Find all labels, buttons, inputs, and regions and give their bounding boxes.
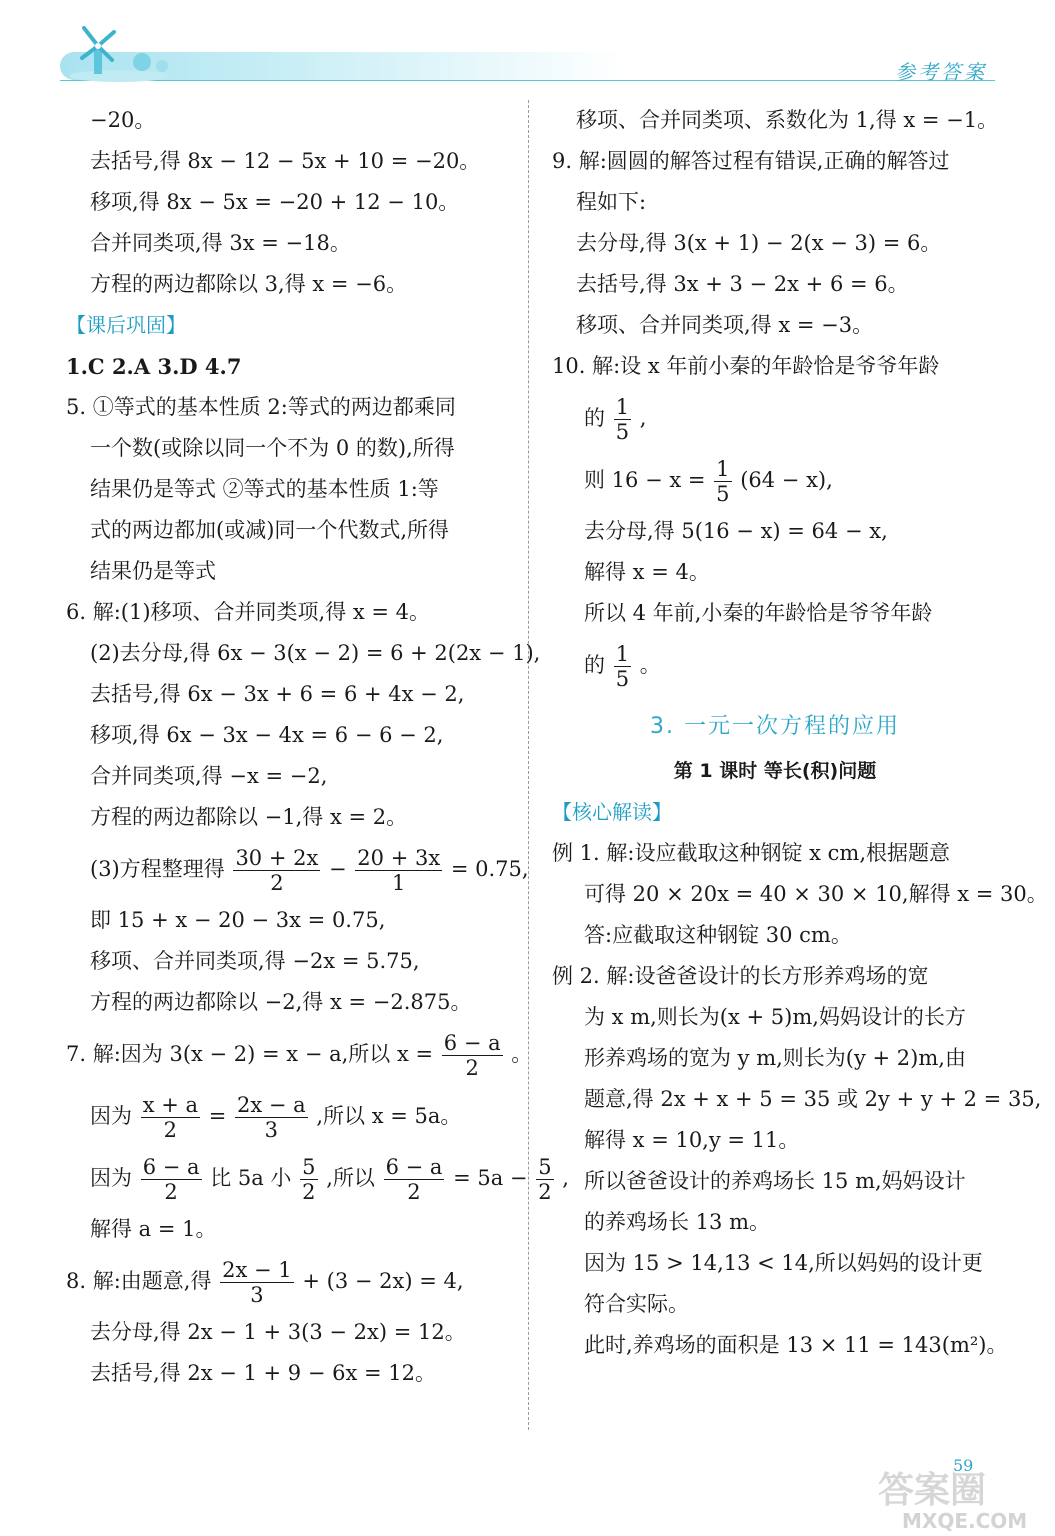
lesson-title: 第 1 课时 等长(积)问题 (673, 760, 877, 782)
numerator: 20 + 3x (357, 846, 441, 870)
formula-line (66, 1147, 569, 1209)
numerator: 6 − a (385, 1155, 443, 1179)
numerator: 5 (302, 1155, 316, 1179)
denominator: 3 (264, 1118, 278, 1142)
header-title: 参考答案 (895, 60, 987, 84)
operator: = (208, 1104, 227, 1128)
text-line: 结果仍是等式 (90, 559, 216, 583)
denominator: 2 (163, 1118, 178, 1142)
text-line: 去分母,得 3(x + 1) − 2(x − 3) = 6。 (576, 231, 942, 255)
numerator: 30 + 2x (235, 846, 319, 870)
fraction (614, 642, 631, 691)
text-line: 方程的两边都除以 −1,得 x = 2。 (90, 805, 408, 829)
text-line: (2)去分母,得 6x − 3(x − 2) = 6 + 2(2x − 1), (90, 641, 541, 665)
fraction (300, 1155, 317, 1204)
fraction (442, 1031, 503, 1080)
numerator: 2x − 1 (222, 1258, 292, 1282)
text-line: 移项、合并同类项、系数化为 1,得 x = −1。 (576, 108, 999, 132)
fraction (355, 846, 442, 895)
formula-line (66, 1250, 514, 1312)
numerator: 5 (538, 1155, 552, 1179)
text-line: 程如下: (576, 190, 647, 214)
text-line: 方程的两边都除以 −2,得 x = −2.875。 (90, 990, 472, 1014)
text-line: 去括号,得 3x + 3 − 2x + 6 = 6。 (576, 272, 909, 296)
text-line: 去括号,得 6x − 3x + 6 = 6 + 4x − 2, (90, 682, 465, 706)
denominator: 2 (270, 871, 284, 895)
page-number: 59 (953, 1456, 974, 1475)
watermark-logo (872, 1462, 1047, 1532)
text: 的 (584, 653, 605, 677)
text-line: 去括号,得 8x − 12 − 5x + 10 = −20。 (90, 149, 481, 173)
denominator: 2 (164, 1180, 178, 1204)
formula-line (552, 634, 998, 696)
right-column (552, 100, 1048, 1366)
denominator: 5 (716, 482, 730, 506)
header-rule (60, 80, 995, 81)
text-line: 合并同类项,得 3x = −18。 (90, 231, 351, 255)
text-line: 移项,得 6x − 3x − 4x = 6 − 6 − 2, (90, 723, 444, 747)
text-line: 9. 解:圆圆的解答过程有错误,正确的解答过 (552, 149, 950, 173)
text: (64 − x), (740, 468, 833, 492)
section-heading: 【核心解读】 (552, 800, 672, 824)
formula-line (552, 449, 998, 511)
numerator: 1 (615, 642, 630, 666)
denominator: 1 (392, 871, 406, 895)
text-line: 5. ①等式的基本性质 2:等式的两边都乘同 (66, 395, 456, 419)
text: 则 16 − x = (584, 468, 706, 492)
fraction (141, 1155, 202, 1204)
text-line: 移项、合并同类项,得 x = −3。 (576, 313, 874, 337)
text-line: 移项,得 8x − 5x = −20 + 12 − 10。 (90, 190, 460, 214)
text: , (562, 1166, 569, 1190)
watermark-main: 答案圈 (878, 1470, 987, 1511)
text-line: 结果仍是等式 ②等式的基本性质 1:等 (90, 477, 439, 501)
text: 比 5a 小 (210, 1166, 292, 1190)
formula-line (552, 387, 998, 449)
text: = 5a − (453, 1166, 528, 1190)
formula-line (66, 1085, 514, 1147)
text-line: 因为 15 > 14,13 < 14,所以妈妈的设计更 (584, 1251, 983, 1275)
denominator: 5 (615, 667, 630, 691)
fraction (536, 1155, 553, 1204)
header-band (60, 52, 1000, 80)
text: , (639, 406, 647, 430)
text-line: 解得 a = 1。 (90, 1217, 217, 1241)
fraction (235, 1093, 308, 1142)
text-line: 移项、合并同类项,得 −2x = 5.75, (90, 949, 420, 973)
fraction (141, 1093, 200, 1142)
text-line: 形养鸡场的宽为 y m,则长为(y + 2)m,由 (584, 1046, 966, 1070)
text-line: −20。 (90, 108, 156, 132)
text: 8. 解:由题意,得 (66, 1269, 212, 1293)
text-line: 所以 4 年前,小秦的年龄恰是爷爷年龄 (584, 601, 933, 625)
windmill-icon (64, 20, 174, 82)
text: ,所以 (326, 1166, 375, 1190)
text-line: 6. 解:(1)移项、合并同类项,得 x = 4。 (66, 600, 431, 624)
denominator: 2 (538, 1180, 552, 1204)
page-header (0, 0, 1055, 90)
text-line: 此时,养鸡场的面积是 13 × 11 = 143(m²)。 (584, 1333, 1008, 1357)
text: 。 (511, 1042, 533, 1066)
fraction (220, 1258, 294, 1307)
text-line: 去分母,得 5(16 − x) = 64 − x, (584, 519, 888, 543)
text-line: 例 2. 解:设爸爸设计的长方形养鸡场的宽 (552, 964, 929, 988)
text: 因为 (90, 1166, 132, 1190)
fraction (614, 395, 631, 444)
fraction (233, 846, 320, 895)
numerator: 1 (615, 395, 630, 419)
fraction (714, 457, 731, 506)
numerator: x + a (142, 1093, 198, 1117)
denominator: 2 (465, 1056, 479, 1080)
text-line: 去分母,得 2x − 1 + 3(3 − 2x) = 12。 (90, 1320, 466, 1344)
text-line: 去括号,得 2x − 1 + 9 − 6x = 12。 (90, 1361, 436, 1385)
formula-line (66, 838, 529, 900)
text-line: 例 1. 解:设应截取这种钢锭 x cm,根据题意 (552, 841, 951, 865)
text-line: 的养鸡场长 13 m。 (584, 1210, 770, 1234)
text: 7. 解:因为 3(x − 2) = x − a,所以 x = (66, 1042, 434, 1066)
text: = 0.75, (450, 857, 529, 881)
chapter-title: 3. 一元一次方程的应用 (650, 714, 900, 739)
text: ,所以 x = 5a。 (316, 1104, 462, 1128)
text-line: 一个数(或除以同一个不为 0 的数),所得 (90, 436, 455, 460)
text-line: 式的两边都加(或减)同一个代数式,所得 (90, 518, 450, 542)
text-line: 答:应截取这种钢锭 30 cm。 (584, 923, 852, 947)
text-line: 为 x m,则长为(x + 5)m,妈妈设计的长方 (584, 1005, 966, 1029)
text-line: 题意,得 2x + x + 5 = 35 或 2y + y + 2 = 35, (584, 1087, 1042, 1111)
text-line: 解得 x = 10,y = 11。 (584, 1128, 800, 1152)
text-line: 即 15 + x − 20 − 3x = 0.75, (90, 908, 386, 932)
text-line: 合并同类项,得 −x = −2, (90, 764, 328, 788)
formula-line (66, 1023, 533, 1085)
left-column (66, 100, 569, 1394)
text-line: 解得 x = 4。 (584, 560, 710, 584)
denominator: 2 (302, 1180, 316, 1204)
numerator: 2x − a (236, 1093, 306, 1117)
text: 的 (584, 406, 605, 430)
text-line: 10. 解:设 x 年前小秦的年龄恰是爷爷年龄 (552, 354, 940, 378)
text-line: 所以爸爸设计的养鸡场长 15 m,妈妈设计 (584, 1169, 966, 1193)
text: + (3 − 2x) = 4, (302, 1269, 464, 1293)
numerator: 6 − a (142, 1155, 200, 1179)
watermark-sub: MXQE.COM (902, 1509, 1028, 1532)
text-line: 可得 20 × 20x = 40 × 30 × 10,解得 x = 30。 (584, 882, 1048, 906)
denominator: 3 (250, 1283, 264, 1307)
text: 因为 (90, 1104, 132, 1128)
denominator: 5 (615, 420, 630, 444)
text: 。 (639, 653, 661, 677)
numerator: 6 − a (443, 1031, 501, 1055)
operator: − (329, 857, 347, 881)
denominator: 2 (407, 1180, 421, 1204)
text: (3)方程整理得 (90, 857, 225, 881)
answer-line: 1.C 2.A 3.D 4.7 (66, 354, 242, 379)
text-line: 方程的两边都除以 3,得 x = −6。 (90, 272, 408, 296)
column-divider (528, 100, 529, 1430)
fraction (384, 1155, 445, 1204)
numerator: 1 (716, 457, 730, 481)
text-line: 符合实际。 (584, 1292, 689, 1316)
section-heading: 【课后巩固】 (66, 313, 186, 337)
